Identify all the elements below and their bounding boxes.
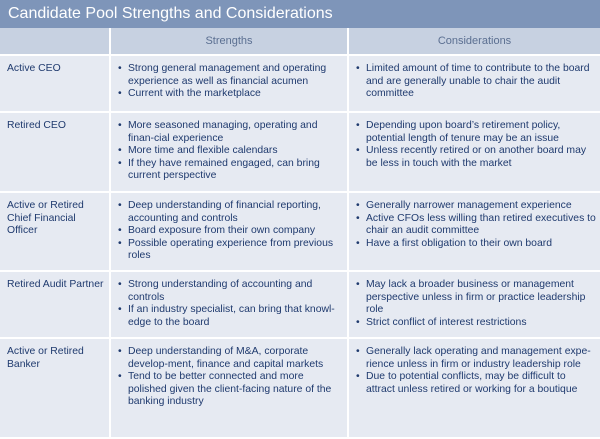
considerations-list <box>355 279 596 329</box>
row-label: Active or Retired Chief Financial Officer <box>0 192 110 271</box>
row-banker <box>0 338 600 438</box>
header-blank <box>0 28 110 55</box>
strengths-list <box>117 63 343 101</box>
header-row <box>0 28 600 55</box>
strength-item: • Current with the marketplace <box>117 88 343 101</box>
strength-item: • Strong understanding of accounting and controls <box>117 279 343 304</box>
strengths-list <box>117 200 343 263</box>
consideration-item: • Unless recently retired or on another board may be less in touch with the market <box>355 145 596 170</box>
considerations-list <box>355 120 596 170</box>
considerations-cell <box>348 338 600 438</box>
row-retired-audit-partner <box>0 271 600 338</box>
consideration-item: • May lack a broader business or management perspective unless in firm or practice leadership role <box>355 279 596 317</box>
strengths-cell <box>110 55 348 112</box>
row-label: Active or Retired Banker <box>0 338 110 438</box>
strengths-cell <box>110 338 348 438</box>
considerations-cell <box>348 55 600 112</box>
strength-item: • Deep understanding of M&A, corporate develop-ment, finance and capital markets <box>117 346 343 371</box>
row-label: Retired Audit Partner <box>0 271 110 338</box>
consideration-item: • Have a first obligation to their own board <box>355 238 596 251</box>
candidate-pool-table <box>0 28 600 439</box>
row-active-ceo <box>0 55 600 112</box>
consideration-item: • Generally lack operating and management expe-rience unless in firm or industry leadership role <box>355 346 596 371</box>
row-label: Retired CEO <box>0 112 110 192</box>
strength-item: • Possible operating experience from previous roles <box>117 238 343 263</box>
strength-item: • Strong general management and operating experience as well as financial acumen <box>117 63 343 88</box>
considerations-cell <box>348 192 600 271</box>
consideration-item: • Strict conflict of interest restrictions <box>355 317 596 330</box>
consideration-item: • Due to potential conflicts, may be difficult to attract unless retired or working for a boutique <box>355 371 596 396</box>
consideration-item: • Limited amount of time to contribute to the board and are generally unable to chair the audit committee <box>355 63 596 101</box>
considerations-cell <box>348 112 600 192</box>
strength-item: • Deep understanding of financial reporting, accounting and controls <box>117 200 343 225</box>
strength-item: • If they have remained engaged, can bring current perspective <box>117 158 343 183</box>
strength-item: • More time and flexible calendars <box>117 145 343 158</box>
strengths-cell <box>110 271 348 338</box>
considerations-cell <box>348 271 600 338</box>
strength-item: • If an industry specialist, can bring that knowl-edge to the board <box>117 304 343 329</box>
table-title: Candidate Pool Strengths and Considerations <box>0 0 600 28</box>
considerations-list <box>355 346 596 396</box>
strengths-cell <box>110 112 348 192</box>
row-retired-ceo <box>0 112 600 192</box>
header-considerations: Considerations <box>348 28 600 55</box>
strength-item: • Board exposure from their own company <box>117 225 343 238</box>
consideration-item: • Active CFOs less willing than retired executives to chair an audit committee <box>355 213 596 238</box>
strength-item: • Tend to be better connected and more polished given the client-facing nature of the banking industry <box>117 371 343 409</box>
row-label: Active CEO <box>0 55 110 112</box>
strengths-list <box>117 346 343 409</box>
header-strengths: Strengths <box>110 28 348 55</box>
strengths-list <box>117 120 343 183</box>
considerations-list <box>355 200 596 250</box>
considerations-list <box>355 63 596 101</box>
row-cfo <box>0 192 600 271</box>
consideration-item: • Depending upon board’s retirement policy, potential length of tenure may be an issue <box>355 120 596 145</box>
strengths-list <box>117 279 343 329</box>
strength-item: • More seasoned managing, operating and finan-cial experience <box>117 120 343 145</box>
strengths-cell <box>110 192 348 271</box>
consideration-item: • Generally narrower management experience <box>355 200 596 213</box>
